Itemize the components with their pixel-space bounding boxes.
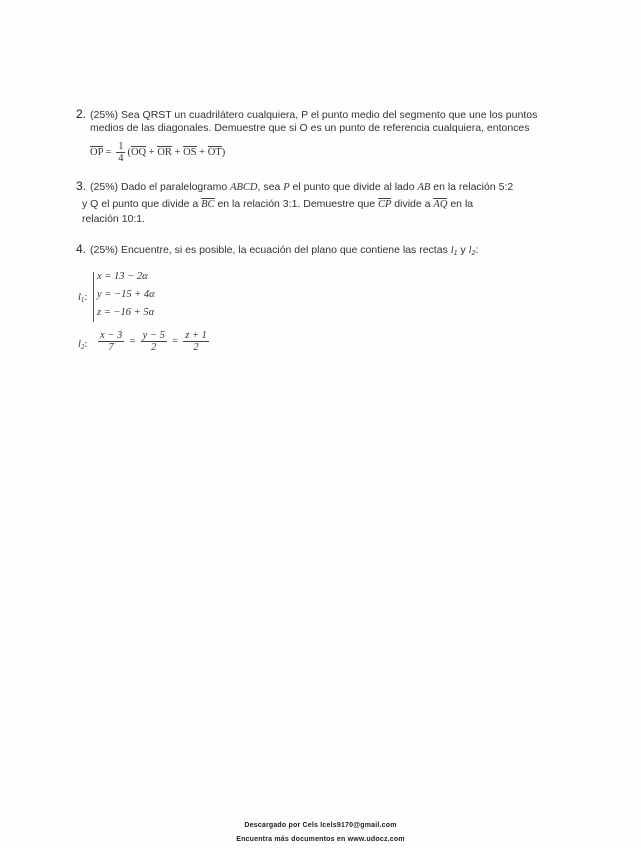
equation-z: z = −16 + 5α (97, 307, 155, 318)
footer-more-docs: Encuentra más documentos en www.udocz.com (236, 836, 405, 843)
problem-number: 4. (76, 242, 87, 256)
brace-icon (93, 272, 94, 322)
vector-ot: OT (207, 146, 222, 158)
problem-4: 4. (25%) Encuentre, si es posible, la ecuación del plano que contiene las rectas $l_1$ y $l_2$: (76, 242, 479, 257)
problem-text-line: medios de las diagonales. Demuestre que si O es un punto de referencia cualquiera, entonces (90, 122, 530, 134)
fraction-one-quarter: $\frac{1}{4}$ (118, 141, 124, 164)
vector-bc: BC (201, 199, 215, 210)
line-l2-symmetric: $l_2$: $\frac{x - 3}{7}$ = $\frac{y - 5}{2}$ = $\frac{z + 1}{2}$ (78, 330, 207, 353)
vector-cp: CP (377, 199, 392, 210)
fraction-x: $\frac{x - 3}{7}$ (100, 330, 123, 353)
vector-oq: OQ (130, 146, 147, 158)
fraction-z: $\frac{z + 1}{2}$ (185, 330, 207, 353)
footer-downloaded-by: Descargado por Cels Icels9170@gmail.com (244, 822, 397, 829)
problem-3: 3. (25%) Dado el paralelogramo ABCD, sea P el punto que divide al lado AB en la relación 5:2 y Q el punto que divide a BC en la relación 3:1. Demuestre que CP divide a AQ en la relación 10:1. (76, 179, 514, 225)
vector-os: OS (183, 146, 197, 158)
problem-number: 3. (76, 179, 87, 193)
vector-aq: AQ (433, 199, 448, 210)
equals-sign: = (105, 146, 112, 158)
problem-number: 2. (76, 107, 87, 121)
equation-y: y = −15 + 4α (97, 289, 155, 300)
vector-formula: OP = $\frac{1}{4}$ (OQ + OR + OS + OT) (90, 141, 226, 164)
vector-or: OR (157, 146, 172, 158)
vector-op: OP (90, 146, 104, 158)
equation-x: x = 13 − 2α (97, 271, 148, 282)
problem-2 (76, 108, 576, 164)
problem-text-line: (25%) Sea QRST un cuadrilátero cualquiera, P el punto medio del segmento que une los puntos (90, 109, 538, 121)
fraction-y: $\frac{y - 5}{2}$ (142, 330, 165, 353)
line-l1-parametric: $l_1$: x = 13 − 2α y = −15 + 4α z = −16 + 5α (78, 268, 238, 328)
